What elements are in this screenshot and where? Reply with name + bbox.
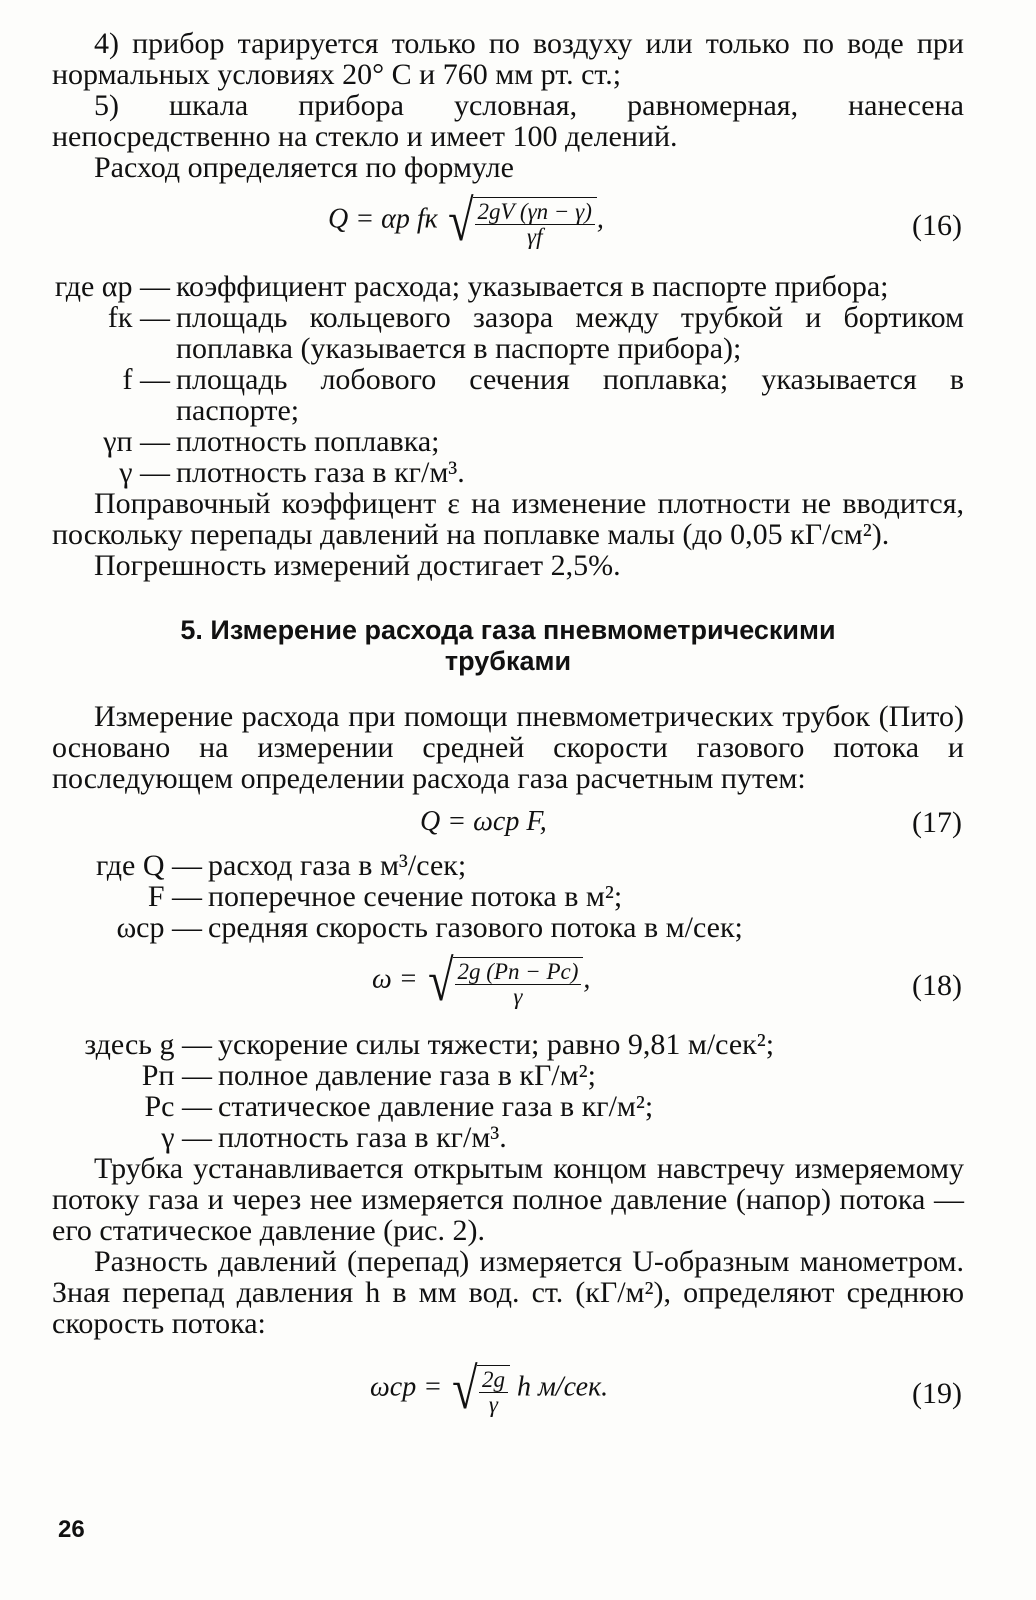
sqrt-sign: √ $\frac{2g}{\gamma}$: [449, 1361, 510, 1417]
page-number: 26: [58, 1516, 85, 1543]
equation-19: [52, 1339, 964, 1439]
section-heading: 5. Измерение расхода газа пневмометрическими: [180, 615, 836, 645]
definitions-18: [52, 1029, 964, 1153]
definition-row: F — поперечное сечение потока в м²;: [147, 880, 623, 913]
eq16-number: (16): [912, 209, 962, 242]
eq19-denominator: γ: [488, 1392, 498, 1417]
eq16-tail: ,: [596, 203, 604, 235]
error-paragraph: Погрешность измерений достигает 2,5%.: [94, 549, 621, 582]
correction-paragraph: Поправочный коэффицент ε на изменение плотности не вводится, поскольку перепады давлений на поплавке малы (до 0,05 кГ/см²).: [52, 487, 964, 551]
eq18-number: (18): [912, 969, 962, 1002]
eq18-numerator: 2g (Pп − Pс): [455, 960, 582, 985]
eq16-numerator: 2gV (γп − γ): [475, 200, 595, 225]
page-body: [52, 28, 964, 1439]
eq19-number: (19): [912, 1377, 962, 1410]
eq17-formula: Q = ωср F,: [420, 806, 547, 837]
equation-17: [52, 794, 964, 850]
definition-row: где αр — коэффициент расхода; указывается в паспорте прибора;: [54, 270, 889, 303]
eq18-tail: ,: [583, 963, 591, 995]
difference-paragraph: Разность давлений (перепад) измеряется U-образным манометром. Зная перепад давления h в мм вод. ст. (кГ/м²), определяют среднюю скорость потока:: [52, 1245, 964, 1340]
definitions-17: [52, 850, 964, 943]
eq19-numerator: 2g: [479, 1368, 508, 1393]
definition-row: Pп — полное давление газа в кГ/м²;: [141, 1059, 596, 1092]
eq19-lhs: ωср =: [370, 1371, 443, 1403]
definition-row: γп — плотность поплавка;: [103, 425, 440, 458]
eq18-lhs: ω =: [372, 963, 418, 995]
list-item-4: 4) прибор тарируется только по воздуху или только по воде при нормальных условиях 20° С и 760 мм рт. ст.;: [52, 27, 964, 91]
sqrt-sign: √ $\frac{2g (Pп - Pс)}{\gamma}$: [425, 953, 584, 1009]
section-heading-line2: трубками: [444, 646, 572, 676]
definition-row: f — площадь лобового сечения поплавка; указывается в паспорте;: [122, 363, 964, 427]
eq19-tail: h м/сек.: [516, 1371, 609, 1403]
definition-row: γ — плотность газа в кг/м³.: [119, 456, 465, 489]
definition-row: ωср — средняя скорость газового потока в м/сек;: [116, 911, 743, 944]
definition-row: γ — плотность газа в кг/м³.: [161, 1121, 507, 1154]
eq16-lhs: Q = αр fк: [328, 203, 438, 235]
definition-row: здесь g — ускорение силы тяжести; равно 9,81 м/сек²;: [84, 1028, 775, 1061]
pitot-intro: Измерение расхода при помощи пневмометрических трубок (Пито) основано на измерении средней скорости газового потока и последующем определении расхода газа расчетным путем:: [52, 700, 964, 795]
definition-row: Pс — статическое давление газа в кг/м²;: [144, 1090, 654, 1123]
definitions-16: [52, 271, 964, 488]
formula-intro: Расход определяется по формуле: [94, 151, 514, 184]
eq17-number: (17): [912, 806, 962, 839]
eq18-denominator: γ: [513, 984, 523, 1009]
tube-paragraph: Трубка устанавливается открытым концом навстречу измеряемому потоку газа и через нее измеряется полное давление (напор) потока — его статическое давление (рис. 2).: [52, 1152, 964, 1247]
definition-row: fк — площадь кольцевого зазора между трубкой и бортиком поплавка (указывается в паспорте прибора);: [107, 301, 964, 365]
equation-16: [52, 183, 964, 271]
definition-row: где Q — расход газа в м³/сек;: [95, 849, 467, 882]
sqrt-sign: √ $\frac{2gV (\gamma п - \gamma)}{\gamma f}$: [445, 193, 597, 249]
eq16-denominator: γf: [527, 224, 543, 249]
list-item-5: 5) шкала прибора условная, равномерная, нанесена непосредственно на стекло и имеет 100 делений.: [52, 89, 964, 153]
equation-18: [52, 943, 964, 1029]
